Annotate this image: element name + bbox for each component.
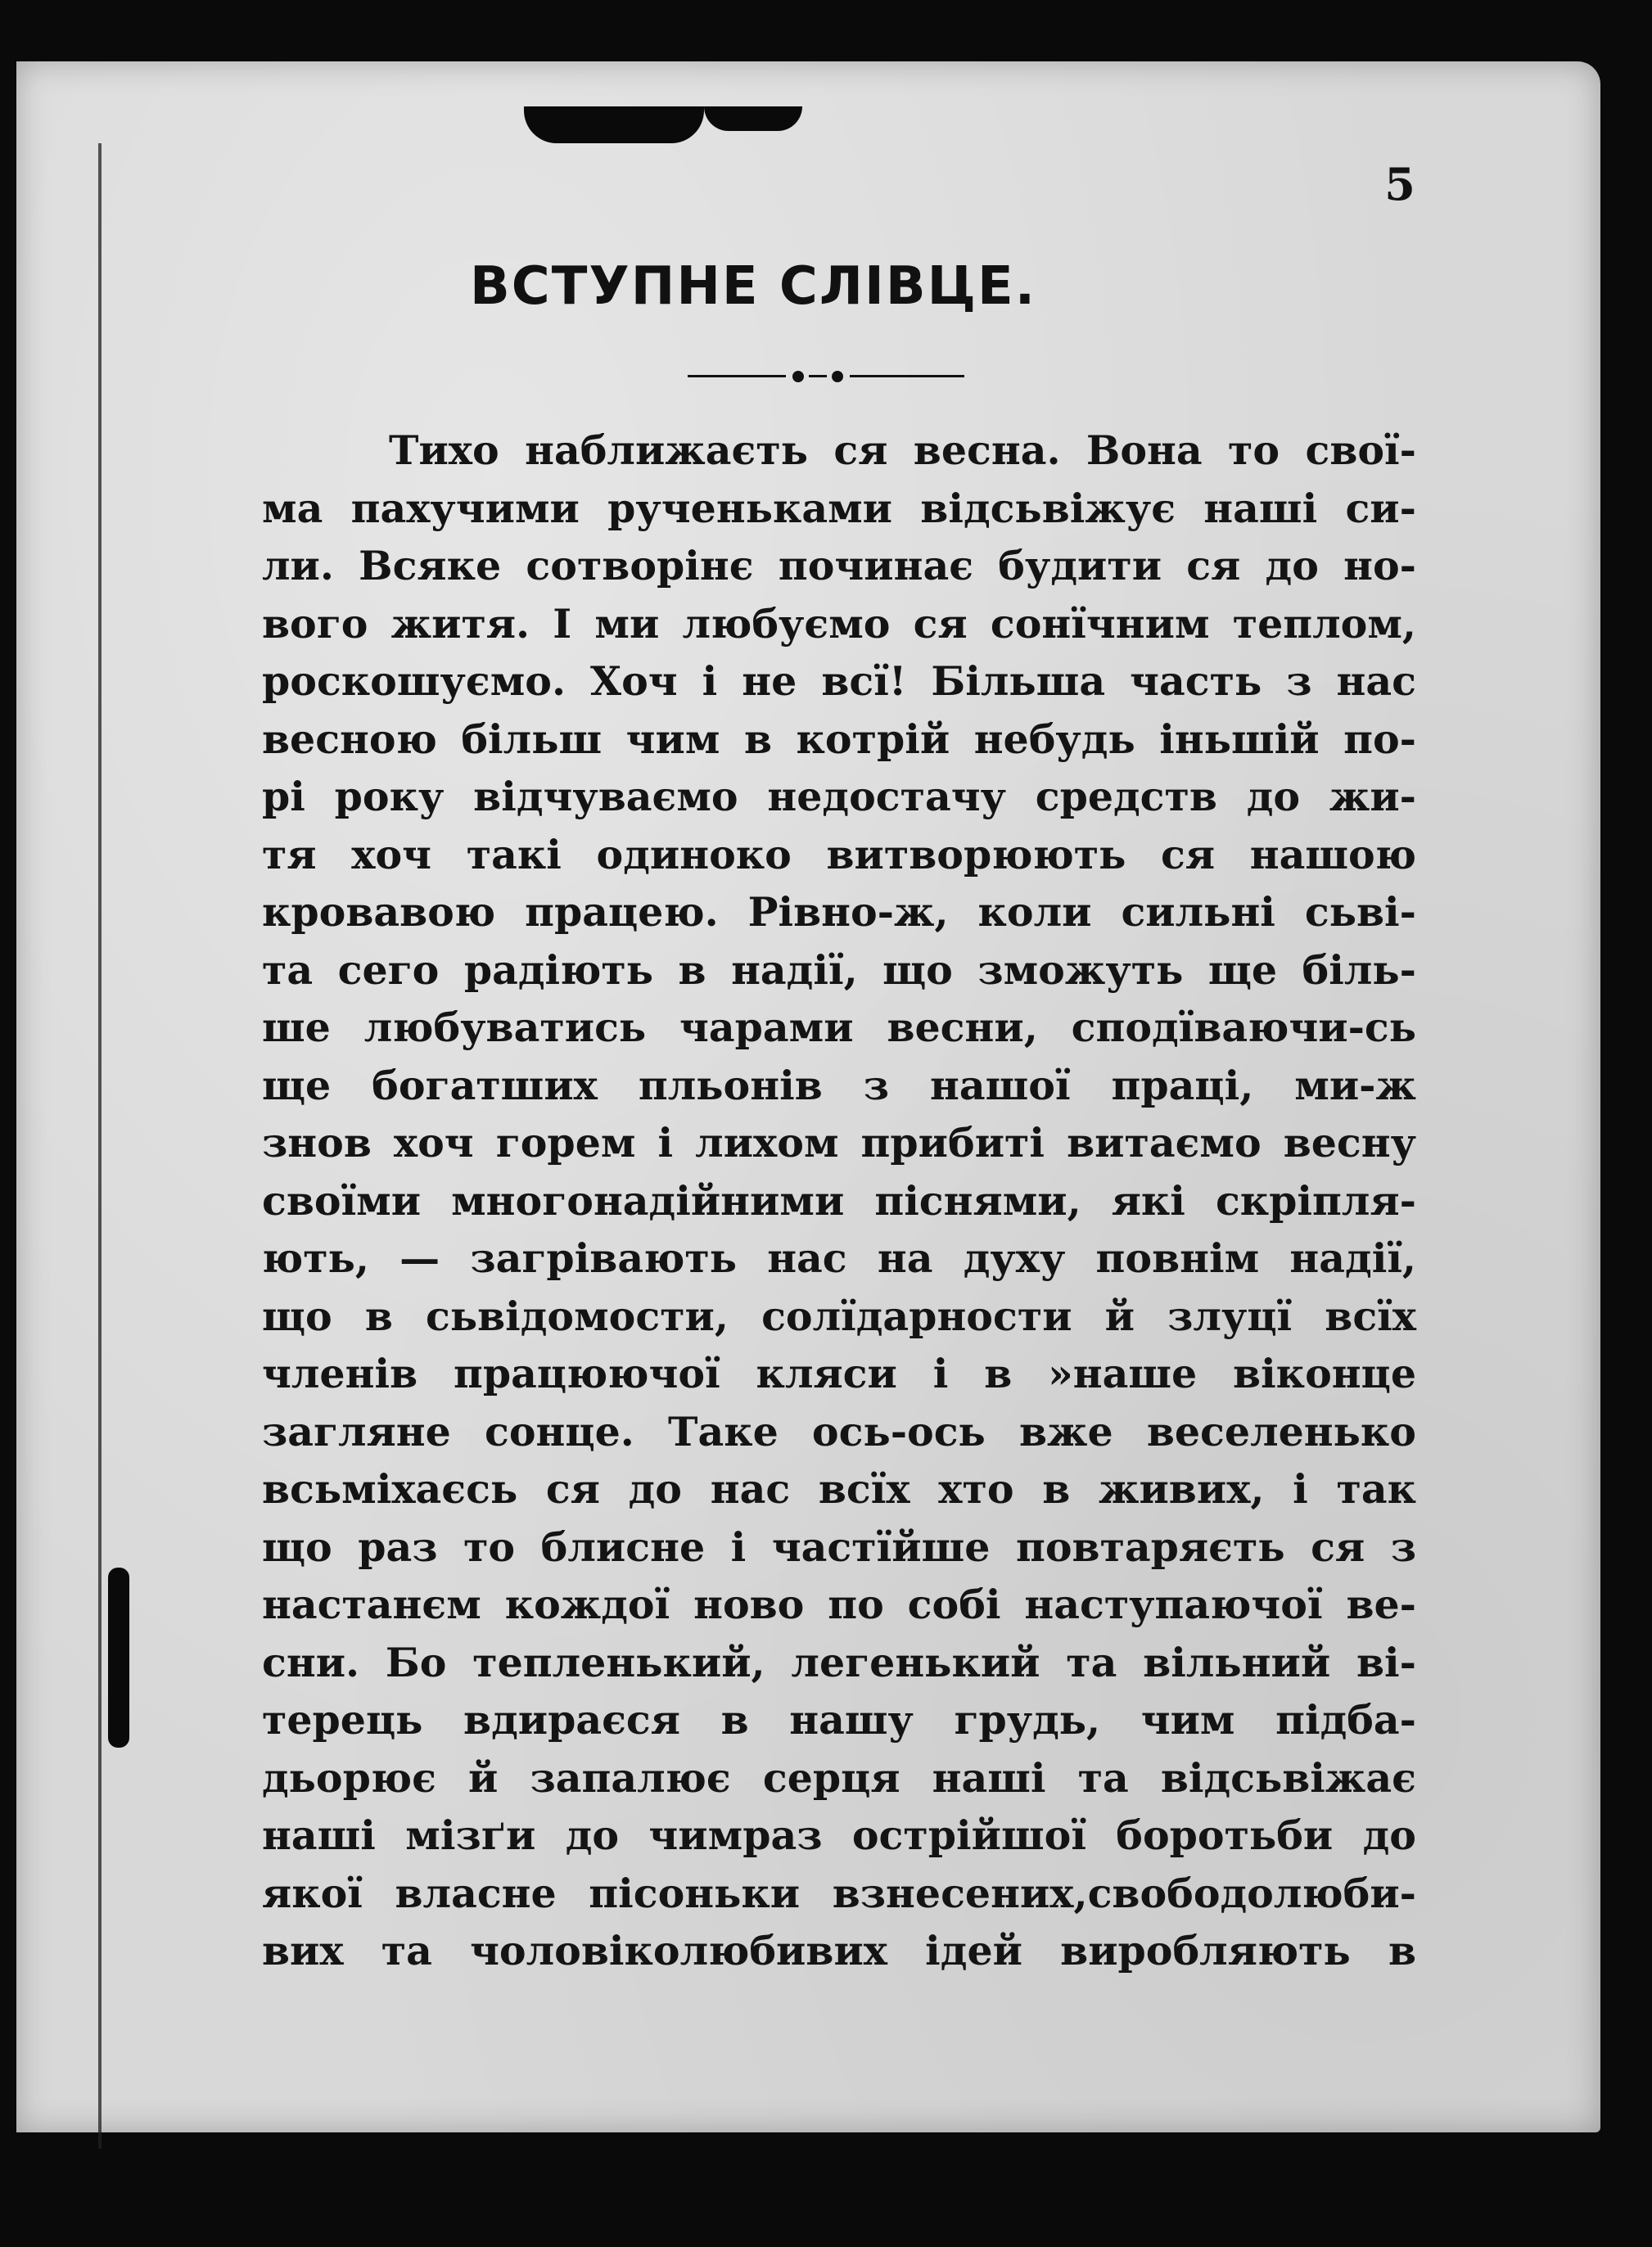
- text-line: ще богатших пльонів з нашої праці, ми-ж: [262, 1061, 1416, 1109]
- page-number: 5: [1384, 158, 1415, 210]
- text-line: наші мізґи до чимраз острійшої боротьби до: [262, 1812, 1416, 1859]
- text-line: дьорює й запалює серця наші та відсьвіжає: [262, 1753, 1416, 1802]
- text-line: ли. Всяке сотворінє починає будити ся до но-: [262, 542, 1416, 589]
- text-line: своїми многонадійними піснями, які скріпля-: [262, 1176, 1416, 1225]
- text-line: тя хоч такі одиноко витворюють ся нашою: [262, 830, 1416, 878]
- text-line: терець вдираєся в нашу грудь, чим підба-: [262, 1696, 1416, 1744]
- text-line: ють, — загрівають нас на духу повнім надії,: [262, 1234, 1416, 1282]
- text-line: настанєм кождої ново по собі наступаючої ве-: [262, 1581, 1416, 1628]
- text-line: сни. Бо тепленький, легенький та вільний ві-: [262, 1638, 1416, 1686]
- text-line: якої власне пісоньки взнесених,свободолюби-: [262, 1869, 1416, 1917]
- text-line: рі року відчуваємо недостачу средств до жи-: [262, 773, 1416, 820]
- ornament-dot: [832, 371, 843, 382]
- text-line: що в сьвідомости, солїдарности й злуцї всїх: [262, 1292, 1416, 1340]
- text-line: весною більш чим в котрій небудь іньшій по-: [262, 715, 1416, 763]
- text-line: членів працюючої кляси і в »наше віконце: [262, 1350, 1416, 1397]
- text-line: вих та чоловіколюбивих ідей виробляють в: [262, 1927, 1416, 1974]
- text-line: вого житя. І ми любуємо ся сонїчним теплом,: [262, 599, 1416, 647]
- ornament-dot: [792, 371, 804, 382]
- text-line: всьміхаєсь ся до нас всїх хто в живих, і так: [262, 1465, 1416, 1513]
- text-line: кровавою працею. Рівно-ж, коли сильні сьві-: [262, 888, 1416, 936]
- text-line: загляне сонце. Таке ось-ось вже веселенько: [262, 1407, 1416, 1455]
- text-line: що раз то блисне і частїйше повтаряєть ся з: [262, 1523, 1416, 1571]
- text-line: та сего радіють в надії, що зможуть ще біль-: [262, 945, 1416, 994]
- text-line: ше любуватись чарами весни, сподїваючи-сь: [262, 1004, 1416, 1051]
- body-paragraph: [262, 422, 1416, 1980]
- ornament-line-right: [850, 375, 964, 377]
- binding-fold-line: [98, 143, 102, 2149]
- text-line: ма пахучими рученьками відсьвіжує наші си-: [262, 484, 1416, 532]
- ornament-line-left: [688, 375, 786, 377]
- book-page: [16, 61, 1600, 2132]
- text-line: роскошуємо. Хоч і не всї! Більша часть з нас: [262, 657, 1416, 705]
- text-line: Тихо наближаєть ся весна. Вона то свої-: [389, 426, 1416, 474]
- binding-damage-mark: [108, 1568, 129, 1748]
- page-title: ВСТУПНЕ СЛІВЦЕ.: [470, 256, 1036, 317]
- title-divider-ornament: [688, 368, 966, 385]
- torn-edge-top: [524, 106, 704, 143]
- ornament-line-center: [809, 375, 827, 377]
- text-line: знов хоч горем і лихом прибиті витаємо весну: [262, 1119, 1416, 1166]
- torn-edge-top-small: [704, 106, 802, 131]
